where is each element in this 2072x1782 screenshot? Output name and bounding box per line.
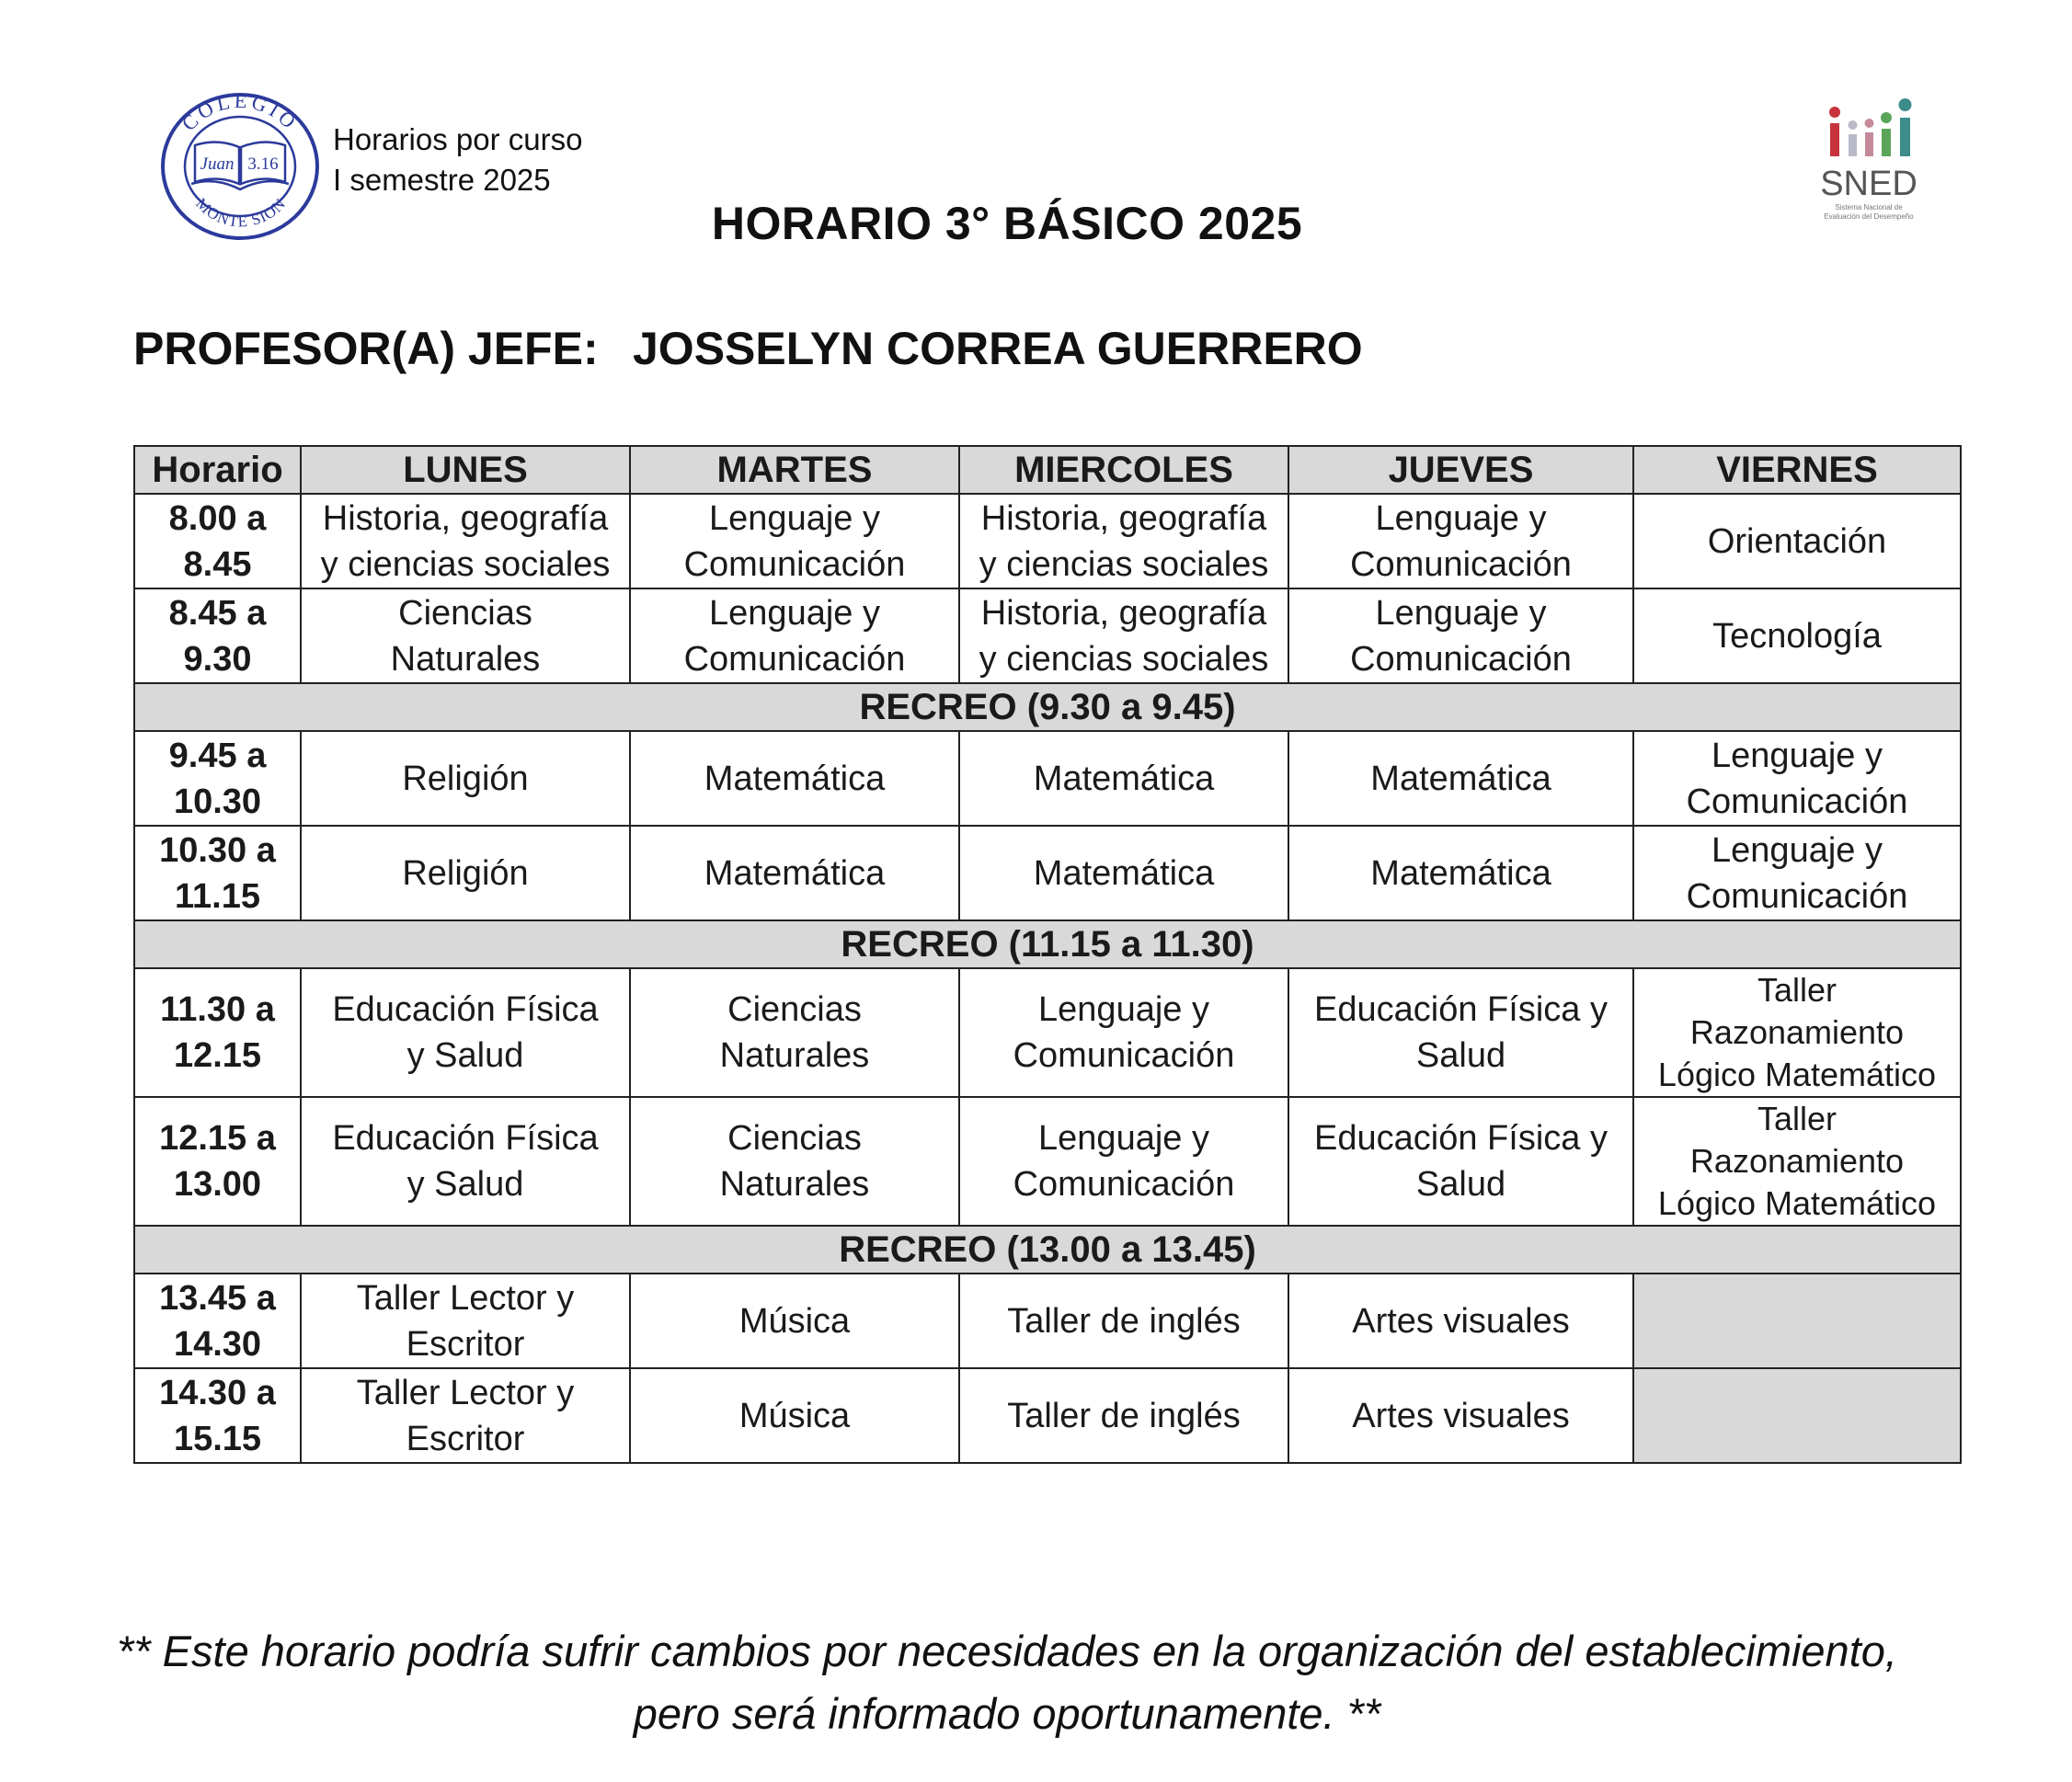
cell-text-line: 15.15 xyxy=(173,1419,262,1458)
subject-cell xyxy=(301,494,630,588)
schedule-row xyxy=(134,1368,1961,1463)
subject-cell xyxy=(301,731,630,826)
subject-cell xyxy=(630,731,959,826)
cell-text-line: Lógico Matemático xyxy=(1657,1056,1937,1093)
cell-text-line: Salud xyxy=(1415,1036,1506,1075)
cell-text-line: Lógico Matemático xyxy=(1657,1184,1937,1222)
cell-text-line: Comunicación xyxy=(683,639,906,679)
header-subtitle xyxy=(333,120,582,200)
cell-text-line: Educación Física y xyxy=(1314,990,1608,1029)
footer-note xyxy=(0,1620,2014,1745)
cell-text-line: Artes visuales xyxy=(1352,1396,1570,1435)
recess-label: RECREO (11.15 a 11.30) xyxy=(134,920,1961,968)
subject-cell xyxy=(301,826,630,920)
cell-text-line: Naturales xyxy=(719,1165,870,1204)
schedule-row xyxy=(134,731,1961,826)
cell-text-line: 12.15 a xyxy=(159,1119,276,1158)
logo-ring-bottom-text: MONTE SION xyxy=(192,194,290,231)
cell-text-line: Razonamiento xyxy=(1689,1142,1905,1180)
cell-text-line: Comunicación xyxy=(683,544,906,584)
cell-text-line: Música xyxy=(738,1301,851,1341)
cell-text-line: y ciencias sociales xyxy=(979,544,1269,584)
subject-cell xyxy=(959,731,1288,826)
cell-text-line: Taller xyxy=(1757,971,1837,1009)
sned-name: SNED xyxy=(1820,165,1917,203)
cell-text-line: Naturales xyxy=(390,639,541,679)
subject-cell xyxy=(630,826,959,920)
schedule-table xyxy=(133,445,1962,1464)
cell-text-line: Historia, geografía xyxy=(322,498,609,538)
subject-cell xyxy=(959,826,1288,920)
cell-text-line: Tecnología xyxy=(1712,616,1882,656)
subject-cell xyxy=(301,1097,630,1226)
cell-text-line: 12.15 xyxy=(173,1036,262,1075)
cell-text-line: Escritor xyxy=(406,1324,525,1364)
schedule-row xyxy=(134,588,1961,683)
page-title: HORARIO 3° BÁSICO 2025 xyxy=(711,198,1303,249)
subject-cell xyxy=(630,1097,959,1226)
cell-text-line: Comunicación xyxy=(1350,544,1572,584)
cell-text-line: Educación Física xyxy=(332,1119,599,1158)
cell-text-line: 14.30 a xyxy=(159,1373,276,1412)
subject-cell xyxy=(630,588,959,683)
column-header-day: MIERCOLES xyxy=(959,446,1288,494)
cell-text-line: Comunicación xyxy=(1686,876,1908,916)
subject-cell xyxy=(1288,968,1633,1097)
cell-text-line: Razonamiento xyxy=(1689,1013,1905,1051)
note-line-1: ** Este horario podría sufrir cambios por necesidades en la organización del establecimiento, xyxy=(117,1627,1897,1675)
logo-ring-top-text: COLEGIO xyxy=(177,88,303,136)
subject-cell xyxy=(1288,731,1633,826)
subject-cell xyxy=(1288,1097,1633,1226)
subject-cell xyxy=(959,494,1288,588)
cell-text-line: 10.30 a xyxy=(159,830,276,870)
cell-text-line: Lenguaje y xyxy=(1038,1119,1209,1158)
cell-text-line: Matemática xyxy=(704,759,886,798)
cell-text-line: 8.45 xyxy=(183,544,252,584)
cell-text-line: y ciencias sociales xyxy=(979,639,1269,679)
column-header-day: VIERNES xyxy=(1633,446,1961,494)
cell-text-line: Matemática xyxy=(1370,853,1551,893)
cell-text-line: Ciencias xyxy=(398,593,532,633)
subject-cell xyxy=(1633,494,1961,588)
subject-cell xyxy=(959,588,1288,683)
time-slot xyxy=(134,494,301,588)
subject-cell xyxy=(1288,494,1633,588)
cell-text-line: Taller de inglés xyxy=(1007,1396,1241,1435)
cell-text-line: Matemática xyxy=(1370,759,1551,798)
column-header-day: JUEVES xyxy=(1288,446,1633,494)
cell-text-line: 9.30 xyxy=(183,639,252,679)
schedule-row xyxy=(134,1097,1961,1226)
cell-text-line: Lenguaje y xyxy=(1038,990,1209,1029)
cell-text-line: Ciencias xyxy=(727,990,862,1029)
cell-text-line: y Salud xyxy=(406,1036,524,1075)
cell-text-line: 14.30 xyxy=(173,1324,262,1364)
cell-text-line: 8.45 a xyxy=(168,593,267,633)
subject-cell xyxy=(630,494,959,588)
logo-book-left-text: Juan xyxy=(200,154,235,174)
cell-text-line: Taller de inglés xyxy=(1007,1301,1241,1341)
teacher-label: PROFESOR(A) JEFE: xyxy=(133,323,599,374)
cell-text-line: Educación Física xyxy=(332,990,599,1029)
time-slot xyxy=(134,826,301,920)
sned-caption-1: Sistema Nacional de xyxy=(1835,203,1903,211)
cell-text-line: Comunicación xyxy=(1350,639,1572,679)
cell-text-line: Historia, geografía xyxy=(980,593,1267,633)
empty-cell xyxy=(1633,1368,1961,1463)
cell-text-line: 13.45 a xyxy=(159,1278,276,1318)
cell-text-line: y Salud xyxy=(406,1165,524,1204)
subject-cell xyxy=(1288,588,1633,683)
recess-row xyxy=(134,920,1961,968)
subject-cell xyxy=(959,1274,1288,1368)
cell-text-line: 13.00 xyxy=(173,1165,262,1204)
subject-cell xyxy=(959,968,1288,1097)
cell-text-line: Taller Lector y xyxy=(356,1373,575,1412)
subject-cell xyxy=(1288,1274,1633,1368)
time-slot xyxy=(134,1097,301,1226)
cell-text-line: Música xyxy=(738,1396,851,1435)
cell-text-line: Taller xyxy=(1757,1100,1837,1137)
schedule-row xyxy=(134,968,1961,1097)
teacher-name: JOSSELYN CORREA GUERRERO xyxy=(633,323,1363,374)
schedule-row xyxy=(134,1274,1961,1368)
cell-text-line: Lenguaje y xyxy=(1711,830,1883,870)
logo-book-right-text: 3.16 xyxy=(247,154,279,174)
schedule-row xyxy=(134,494,1961,588)
subtitle-line-1: Horarios por curso xyxy=(333,122,583,156)
column-header-horario: Horario xyxy=(134,446,301,494)
cell-text-line: 10.30 xyxy=(173,782,262,821)
cell-text-line: Lenguaje y xyxy=(709,593,880,633)
subject-cell xyxy=(959,1097,1288,1226)
cell-text-line: Taller Lector y xyxy=(356,1278,575,1318)
cell-text-line: Lenguaje y xyxy=(709,498,880,538)
subject-cell xyxy=(301,588,630,683)
cell-text-line: Comunicación xyxy=(1686,782,1908,821)
cell-text-line: Naturales xyxy=(719,1036,870,1075)
subject-cell xyxy=(1288,826,1633,920)
recess-row xyxy=(134,683,1961,731)
schedule-body xyxy=(134,494,1961,1463)
cell-text-line: 8.00 a xyxy=(168,498,267,538)
cell-text-line: Educación Física y xyxy=(1314,1119,1608,1158)
time-slot xyxy=(134,731,301,826)
subtitle-line-2: I semestre 2025 xyxy=(333,163,551,197)
subject-cell xyxy=(1633,968,1961,1097)
subject-cell xyxy=(630,1274,959,1368)
cell-text-line: Matemática xyxy=(1033,759,1215,798)
cell-text-line: Ciencias xyxy=(727,1119,862,1158)
empty-cell xyxy=(1633,1274,1961,1368)
subject-cell xyxy=(630,968,959,1097)
cell-text-line: Escritor xyxy=(406,1419,525,1458)
cell-text-line: Salud xyxy=(1415,1165,1506,1204)
cell-text-line: Comunicación xyxy=(1013,1036,1235,1075)
subject-cell xyxy=(959,1368,1288,1463)
column-header-day: MARTES xyxy=(630,446,959,494)
cell-text-line: y ciencias sociales xyxy=(320,544,611,584)
subject-cell xyxy=(301,1368,630,1463)
subject-cell xyxy=(1633,588,1961,683)
time-slot xyxy=(134,968,301,1097)
cell-text-line: Religión xyxy=(402,853,529,893)
time-slot xyxy=(134,588,301,683)
subject-cell xyxy=(1288,1368,1633,1463)
cell-text-line: Orientación xyxy=(1707,521,1887,561)
cell-text-line: 9.45 a xyxy=(168,736,267,775)
subject-cell xyxy=(630,1368,959,1463)
cell-text-line: Comunicación xyxy=(1013,1165,1235,1204)
subject-cell xyxy=(1633,1097,1961,1226)
column-header-day: LUNES xyxy=(301,446,630,494)
schedule-header-row xyxy=(134,446,1961,494)
schedule-row xyxy=(134,826,1961,920)
subject-cell xyxy=(301,968,630,1097)
cell-text-line: Artes visuales xyxy=(1352,1301,1570,1341)
subject-cell xyxy=(301,1274,630,1368)
cell-text-line: Lenguaje y xyxy=(1375,593,1547,633)
cell-text-line: Matemática xyxy=(1033,853,1215,893)
cell-text-line: Matemática xyxy=(704,853,886,893)
recess-row xyxy=(134,1226,1961,1274)
cell-text-line: Religión xyxy=(402,759,529,798)
time-slot xyxy=(134,1368,301,1463)
sned-caption-2: Evaluación del Desempeño xyxy=(1824,212,1914,221)
cell-text-line: 11.30 a xyxy=(160,990,275,1029)
recess-label: RECREO (13.00 a 13.45) xyxy=(134,1226,1961,1274)
subject-cell xyxy=(1633,731,1961,826)
time-slot xyxy=(134,1274,301,1368)
subject-cell xyxy=(1633,826,1961,920)
note-line-2: pero será informado oportunamente. ** xyxy=(633,1689,1381,1738)
cell-text-line: Lenguaje y xyxy=(1711,736,1883,775)
cell-text-line: Lenguaje y xyxy=(1375,498,1547,538)
svg-text:COLEGIO xyxy=(177,89,303,135)
cell-text-line: Historia, geografía xyxy=(980,498,1267,538)
recess-label: RECREO (9.30 a 9.45) xyxy=(134,683,1961,731)
cell-text-line: 11.15 xyxy=(175,876,260,916)
